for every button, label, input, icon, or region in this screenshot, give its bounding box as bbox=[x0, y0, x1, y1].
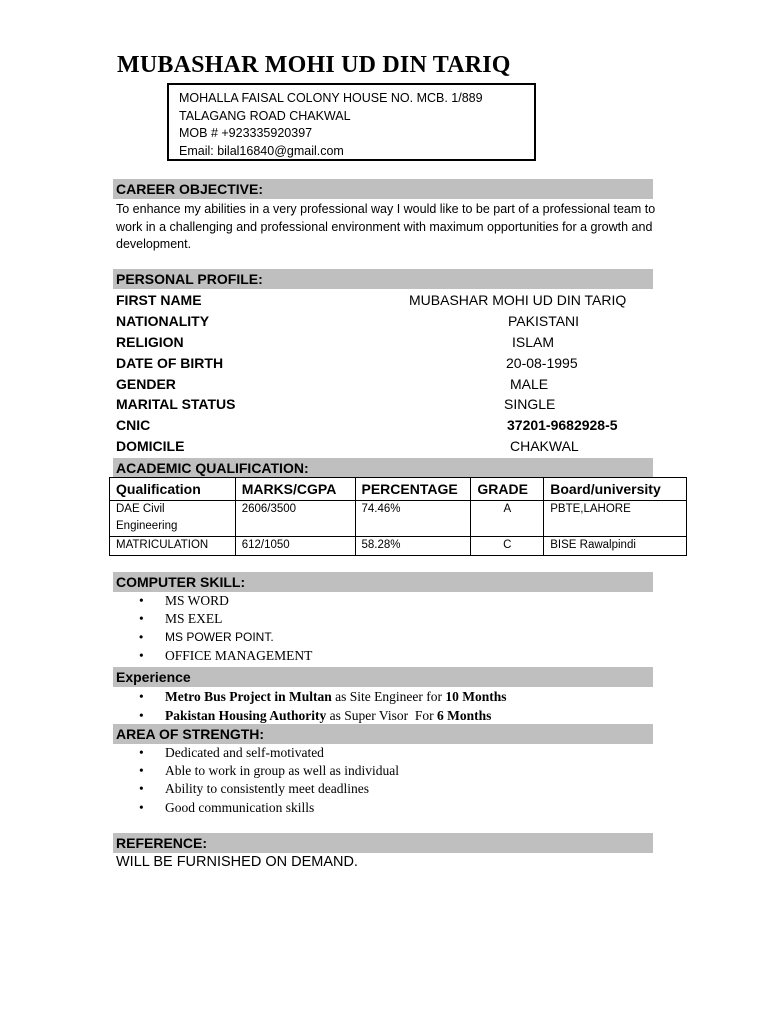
table-cell: MATRICULATION bbox=[110, 537, 236, 556]
address-line: TALAGANG ROAD CHAKWAL bbox=[179, 108, 351, 123]
list-item: • MS WORD bbox=[139, 592, 312, 610]
list-item bbox=[139, 706, 506, 725]
list-item: • Dedicated and self-motivated bbox=[139, 744, 399, 762]
column-header: Qualification bbox=[110, 478, 236, 501]
column-header: MARKS/CGPA bbox=[235, 478, 355, 501]
list-item bbox=[139, 687, 506, 706]
profile-value: CHAKWAL bbox=[510, 438, 579, 454]
profile-label: CNIC bbox=[116, 417, 151, 433]
column-header: PERCENTAGE bbox=[355, 478, 471, 501]
role-text: as Site Engineer for bbox=[331, 689, 446, 704]
column-header: GRADE bbox=[471, 478, 544, 501]
profile-label: DATE OF BIRTH bbox=[116, 355, 224, 371]
address-line: MOHALLA FAISAL COLONY HOUSE NO. MCB. 1/889 bbox=[179, 91, 483, 105]
list-item: • Good communication skills bbox=[139, 799, 399, 817]
table-cell: 58.28% bbox=[355, 537, 471, 556]
profile-value: 20-08-1995 bbox=[506, 355, 578, 371]
profile-value: 37201-9682928-5 bbox=[507, 417, 618, 433]
strength-list bbox=[139, 744, 399, 817]
table-cell: PBTE,LAHORE bbox=[544, 501, 687, 537]
section-heading-experience: Experience bbox=[113, 667, 653, 687]
list-item: • Able to work in group as well as individual bbox=[139, 762, 399, 780]
profile-value: SINGLE bbox=[504, 396, 556, 412]
section-heading-academic: ACADEMIC QUALIFICATION: bbox=[113, 458, 653, 478]
role-text: as Super Visor For bbox=[326, 708, 437, 723]
duration: 6 Months bbox=[437, 708, 492, 723]
experience-list bbox=[139, 687, 506, 725]
profile-label: FIRST NAME bbox=[116, 292, 202, 308]
profile-value: ISLAM bbox=[512, 334, 555, 350]
table-row bbox=[110, 537, 687, 556]
email-line: Email: bilal16840@gmail.com bbox=[179, 143, 344, 158]
project-name: Metro Bus Project in Multan bbox=[165, 689, 332, 704]
section-heading-reference: REFERENCE: bbox=[113, 833, 653, 853]
project-name: Pakistan Housing Authority bbox=[165, 708, 327, 723]
column-header: Board/university bbox=[544, 478, 687, 501]
section-heading-computer-skill: COMPUTER SKILL: bbox=[113, 572, 653, 592]
table-cell: 612/1050 bbox=[235, 537, 355, 556]
profile-label: NATIONALITY bbox=[116, 313, 210, 329]
table-row bbox=[110, 501, 687, 537]
profile-value: PAKISTANI bbox=[508, 313, 580, 329]
career-objective-text: To enhance my abilities in a very professional way I would like to be part of a professional team to work in a challenging and professional environment with maximum opportunities for a growth and development. bbox=[116, 202, 656, 251]
candidate-name: MUBASHAR MOHI UD DIN TARIQ bbox=[117, 52, 511, 78]
list-item: • MS EXEL bbox=[139, 610, 312, 628]
list-item: • OFFICE MANAGEMENT bbox=[139, 647, 312, 665]
table-cell: BISE Rawalpindi bbox=[544, 537, 687, 556]
table-cell: C bbox=[471, 537, 544, 556]
profile-value: MUBASHAR MOHI UD DIN TARIQ bbox=[409, 292, 627, 308]
profile-label: GENDER bbox=[116, 376, 176, 392]
list-item: • MS POWER POINT. bbox=[139, 628, 312, 646]
section-heading-personal-profile: PERSONAL PROFILE: bbox=[113, 269, 653, 289]
section-heading-strength: AREA OF STRENGTH: bbox=[113, 724, 653, 744]
table-cell: 74.46% bbox=[355, 501, 471, 537]
duration: 10 Months bbox=[445, 689, 507, 704]
table-cell: 2606/3500 bbox=[235, 501, 355, 537]
table-cell: A bbox=[471, 501, 544, 537]
computer-skill-list bbox=[139, 592, 312, 665]
reference-text: WILL BE FURNISHED ON DEMAND. bbox=[116, 854, 358, 870]
table-cell: DAE Civil Engineering bbox=[110, 501, 236, 537]
profile-label: RELIGION bbox=[116, 334, 184, 350]
phone-line: MOB # +923335920397 bbox=[179, 126, 313, 140]
list-item: • Ability to consistently meet deadlines bbox=[139, 780, 399, 798]
profile-label: DOMICILE bbox=[116, 438, 185, 454]
contact-box bbox=[167, 83, 536, 161]
section-heading-career-objective: CAREER OBJECTIVE: bbox=[113, 179, 653, 199]
profile-label: MARITAL STATUS bbox=[116, 396, 236, 412]
academic-table bbox=[109, 477, 687, 556]
profile-value: MALE bbox=[510, 376, 549, 392]
table-header-row bbox=[110, 478, 687, 501]
